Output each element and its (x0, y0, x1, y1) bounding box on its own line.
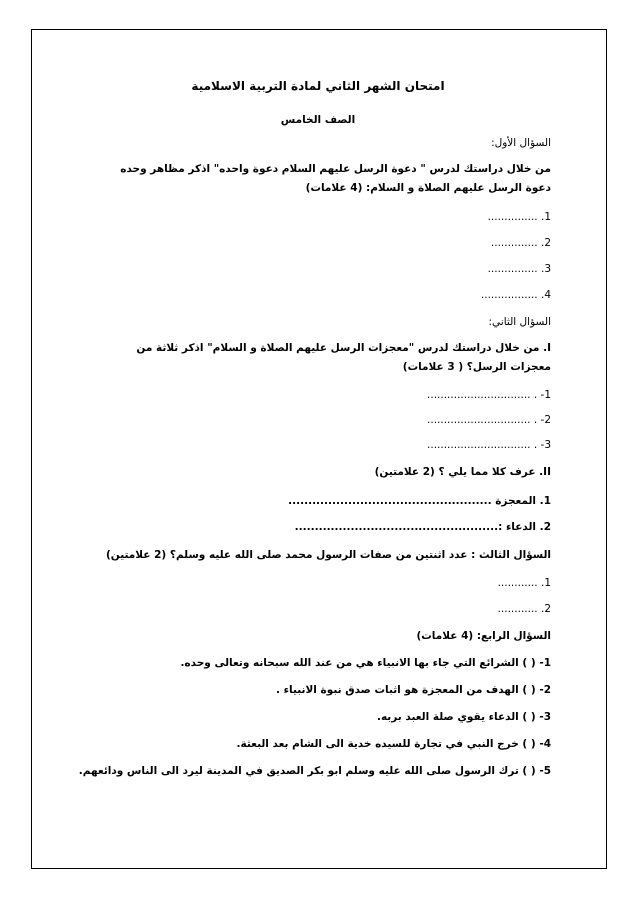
grade-label: الصف الخامس (280, 114, 356, 126)
q4-item-3: 3- ( ) الدعاء يقوي صلة العبد بربه. (376, 711, 551, 723)
q2-part2-item-1: 1. المعجزة ................................................... (288, 495, 551, 507)
q1-answer-1: 1. ............... (487, 211, 551, 223)
q2-part1-answer-1: 1- . ............................... (427, 389, 551, 401)
q3-answer-1: 1. ............ (497, 577, 551, 589)
q3-answer-2: 2. ............ (497, 603, 551, 615)
q2-part2-item-2: 2. الدعاء :................................................... (294, 521, 551, 533)
q1-answer-2: 2. .............. (490, 237, 551, 249)
q2-heading: السؤال الثاني: (488, 316, 551, 328)
q2-part2-prompt: II. عرف كلا مما يلي ؟ (2 علامتين) (374, 466, 551, 478)
q2-part1-answer-3: 3- . ............................... (427, 439, 551, 451)
q4-heading: السؤال الرابع: (4 علامات) (416, 630, 551, 642)
q2-part1-prompt: I. من خلال دراستك لدرس "معجزات الرسل عليهم الصلاة و السلام" اذكر ثلاثة من معجزات الرسل؟ ( 3 علامات) (136, 342, 551, 373)
q4-item-2: 2- ( ) الهدف من المعجزة هو اثبات صدق نبوة الانبياء . (276, 684, 551, 696)
q2-part1-answer-2: 2- . ............................... (427, 414, 551, 426)
q1-answer-3: 3. ............... (487, 263, 551, 275)
q1-answer-4: 4. ................. (480, 289, 551, 301)
q1-prompt: من خلال دراستك لدرس " دعوة الرسل عليهم السلام دعوة واحده" اذكر مظاهر وحده دعوة الرسل عليهم الصلاة و السلام: (4 علامات) (120, 163, 551, 194)
exam-title: امتحان الشهر الثاني لمادة التربية الاسلامية (191, 79, 445, 93)
q4-item-1: 1- ( ) الشرائع التي جاء بها الانبياء هي من عند الله سبحانه وتعالى وحده. (180, 657, 551, 669)
q4-item-4: 4- ( ) خرج النبي في تجارة للسيده خدية الى الشام بعد البعثة. (236, 738, 551, 750)
q4-item-5: 5- ( ) ترك الرسول صلى الله عليه وسلم ابو بكر الصديق في المدينة ليرد الى الناس ودائعهم. (78, 765, 551, 777)
q1-heading: السؤال الأول: (491, 137, 551, 149)
q3-prompt: السؤال الثالث : عدد اثنتين من صفات الرسول محمد صلى الله عليه وسلم؟ (2 علامتين) (105, 549, 551, 561)
